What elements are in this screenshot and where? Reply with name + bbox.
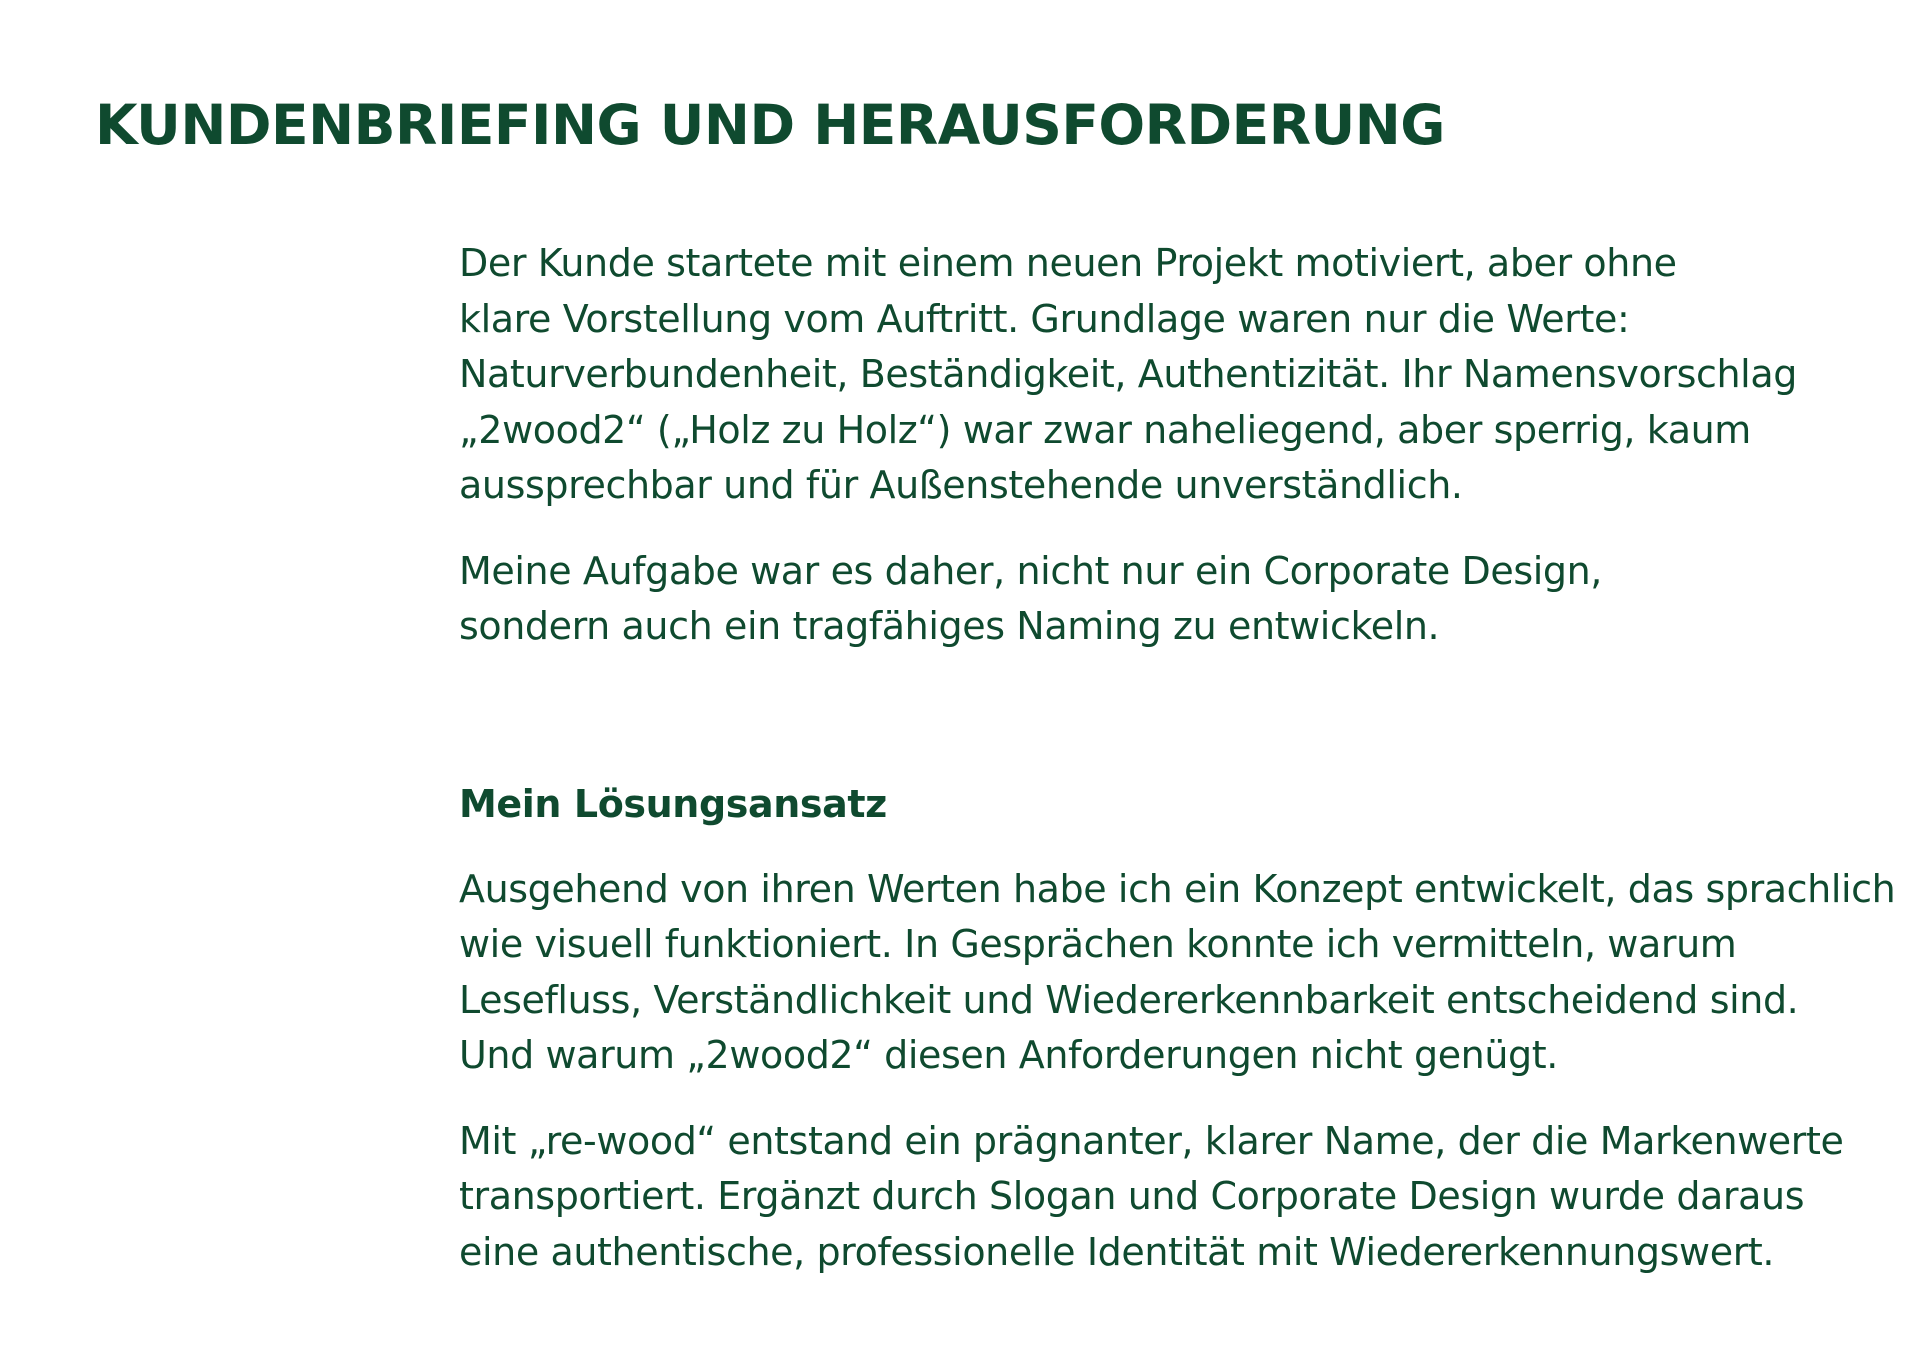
text-line: klare Vorstellung vom Auftritt. Grundlage waren nur die Werte: — [459, 296, 1630, 341]
text-line: sondern auch ein tragfähiges Naming zu entwickeln. — [459, 604, 1440, 648]
text-line: wie visuell funktioniert. In Gesprächen konnte ich vermitteln, warum — [459, 922, 1737, 966]
content-column — [459, 236, 1896, 1280]
page-title: KUNDENBRIEFING UND HERAUSFORDERUNG — [95, 93, 1445, 157]
section-heading: Mein Lösungsansatz — [459, 781, 887, 826]
briefing-paragraph — [459, 236, 1859, 514]
text-line: Ausgehend von ihren Werten habe ich ein Konzept entwickelt, das sprachlich — [459, 866, 1896, 911]
text-line: Der Kunde startete mit einem neuen Projekt motiviert, aber ohne — [459, 241, 1677, 285]
text-line: „2wood2“ („Holz zu Holz“) war zwar naheliegend, aber sperrig, kaum — [459, 407, 1751, 452]
text-line: Und warum „2wood2“ diesen Anforderungen nicht genügt. — [459, 1033, 1558, 1077]
text-line: Meine Aufgabe war es daher, nicht nur ein Corporate Design, — [459, 548, 1602, 593]
text-line: Mit „re-wood“ entstand ein prägnanter, klarer Name, der die Markenwerte — [459, 1118, 1844, 1163]
task-paragraph — [459, 544, 1859, 655]
approach-paragraph — [459, 862, 1896, 1084]
text-line: Naturverbundenheit, Beständigkeit, Authentizität. Ihr Namensvorschlag — [459, 352, 1797, 396]
text-line: transportiert. Ergänzt durch Slogan und Corporate Design wurde daraus — [459, 1174, 1805, 1218]
text-line: Lesefluss, Verständlichkeit und Wiedererkennbarkeit entscheidend sind. — [459, 977, 1799, 1022]
text-line: aussprechbar und für Außenstehende unverständlich. — [459, 463, 1463, 507]
result-paragraph — [459, 1114, 1859, 1281]
text-line: eine authentische, professionelle Identität mit Wiedererkennungswert. — [459, 1229, 1775, 1274]
